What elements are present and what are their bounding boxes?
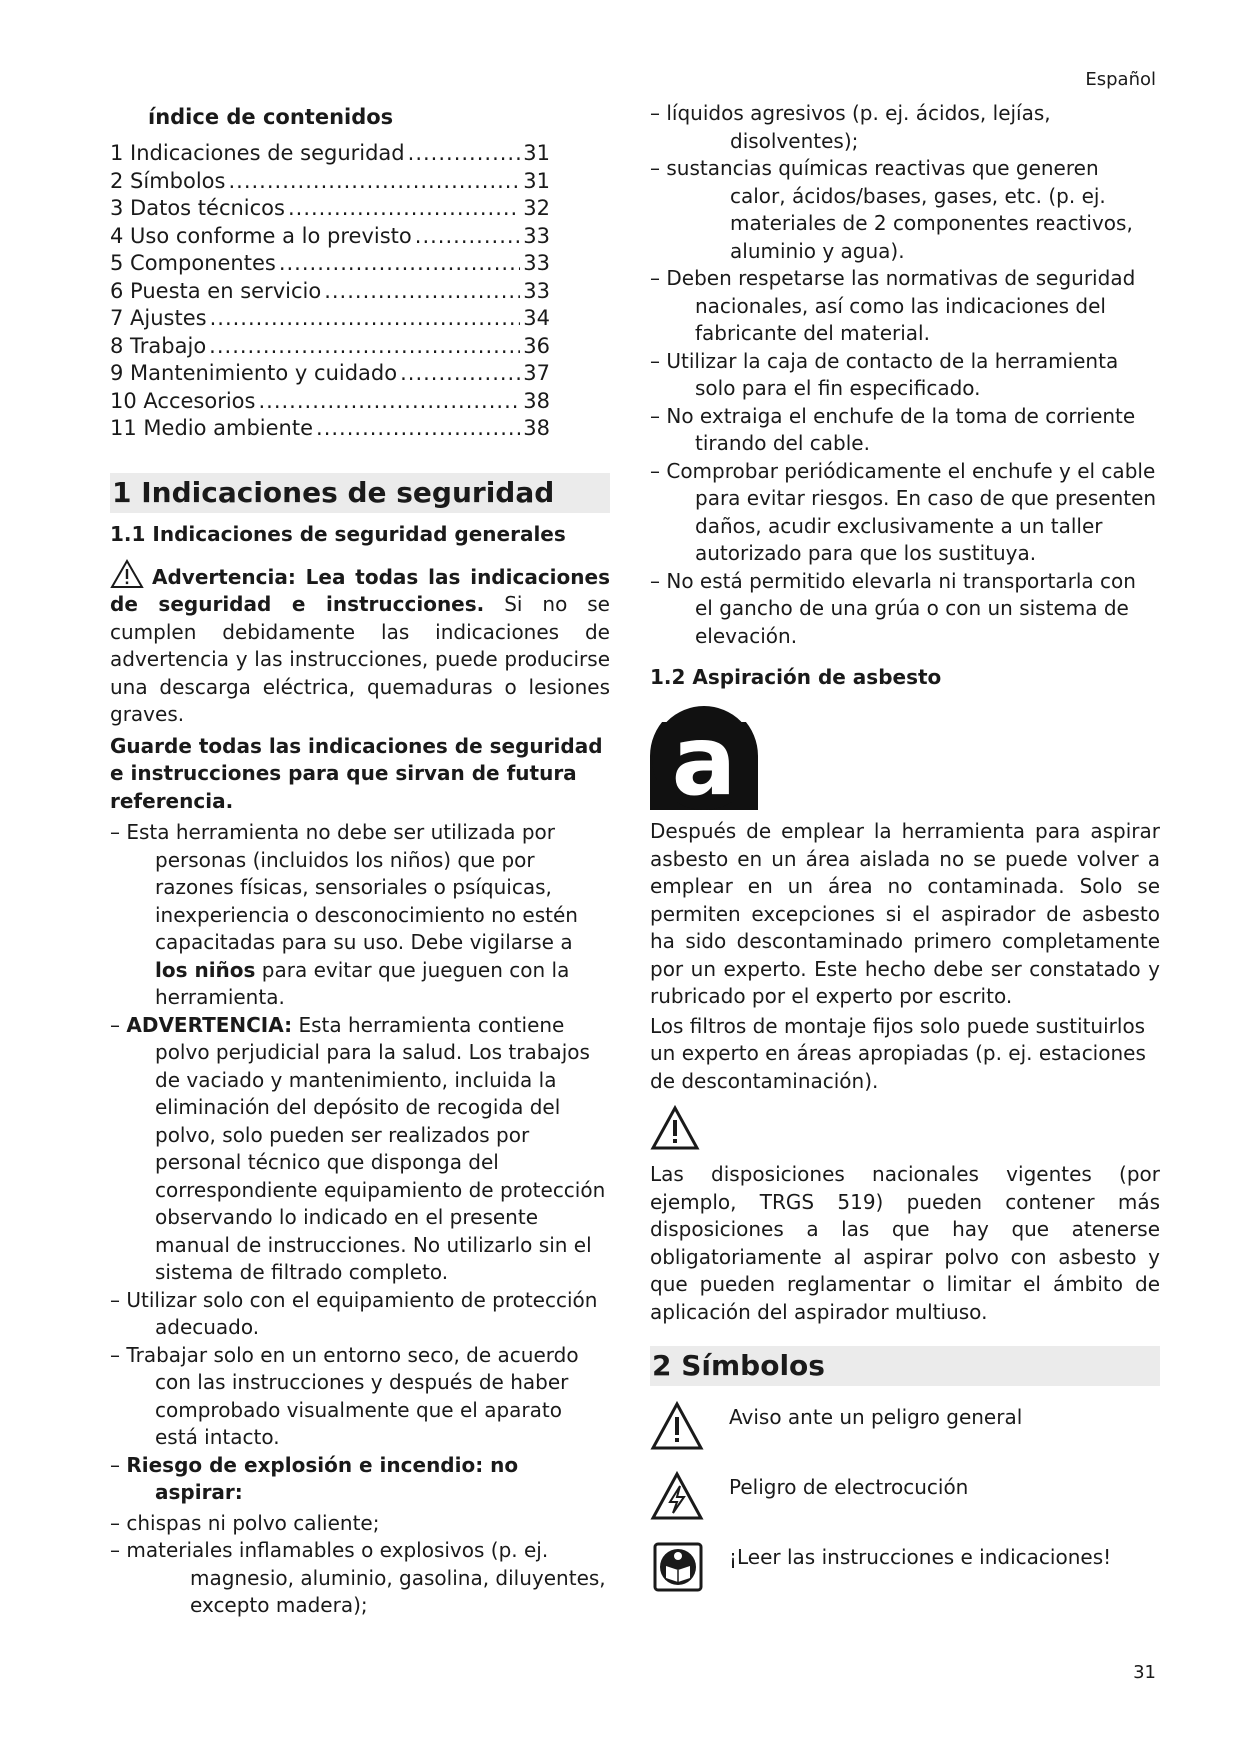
toc-item-label: Símbolos	[130, 168, 226, 193]
toc-item	[110, 140, 550, 168]
toc-item-page: 37	[523, 361, 550, 385]
asbestos-symbol-letter: a	[671, 705, 737, 810]
toc-item-leader	[210, 305, 521, 333]
toc-item-label: Indicaciones de seguridad	[130, 141, 405, 165]
list-item: – Comprobar periódicamente el enchufe y el cable para evitar riesgos. En caso de que presenten daños, acudir exclusivamente a un taller autorizado para que los sustituya.	[650, 458, 1157, 565]
symbol-row	[650, 1400, 1160, 1452]
toc-item-number: 10	[110, 388, 144, 413]
list-item: – ADVERTENCIA: Esta herramienta contiene polvo perjudicial para la salud. Los trabajos de vaciado y mantenimiento, incluida la eliminación del depósito de recogida del polvo, solo pueden ser realizados por personal técnico que disponga del correspondiente equipamiento de protección observando lo indicado en el presente manual de instrucciones. No utilizarlo sin el sistema de filtrado completo.	[110, 1012, 606, 1284]
toc-item-number: 1	[110, 141, 131, 165]
warning-text: Si no se cumplen debidamente las indicaciones de advertencia y las instrucciones, puede producirse una descarga eléctrica, quemaduras o lesiones graves.	[110, 592, 610, 726]
list-item-text: para evitar que jueguen con la herramienta.	[155, 957, 570, 1009]
list-item: – Trabajar solo en un entorno seco, de acuerdo con las instrucciones y después de haber comprobado visualmente que el aparato está intacto.	[110, 1342, 579, 1449]
list-item: – líquidos agresivos (p. ej. ácidos, lejías, disolventes);	[650, 101, 1051, 153]
toc-item-leader	[408, 140, 521, 168]
toc-item	[110, 195, 550, 223]
toc-item	[110, 388, 550, 416]
toc-item-page: 36	[523, 333, 550, 358]
toc-item	[110, 333, 550, 361]
toc-item-leader	[324, 278, 520, 306]
keep-instructions	[110, 733, 610, 816]
toc-item-number: 8	[110, 333, 131, 358]
toc-item-number: 4	[110, 223, 131, 248]
toc-item	[110, 168, 550, 196]
symbol-label: ¡Leer las instrucciones e indicaciones!	[729, 1545, 1112, 1569]
asbestos-paragraph-3: Las disposiciones nacionales vigentes (por ejemplo, TRGS 519) pueden contener más disposiciones a las que hay que atenerse obligatoriamente al aspirar polvo con asbesto y que pueden reglamentar o limitar el ámbito de aplicación del aspirador multiuso.	[650, 1162, 1160, 1324]
toc-item-label: Componentes	[130, 251, 276, 275]
section-1-2-heading: 1.2 Aspiración de asbesto	[650, 665, 942, 689]
asbestos-symbol-icon	[650, 702, 758, 810]
asbestos-paragraph-1: Después de emplear la herramienta para aspirar asbesto en un área aislada no se puede volver a emplear en un área no contaminada. Solo se permiten excepciones si el aspirador de asbesto ha sido descontaminado primero completamente por un experto. Este hecho debe ser constatado y rubricado por el experto por escrito.	[650, 819, 1160, 1008]
list-item: – Utilizar solo con el equipamiento de protección adecuado.	[110, 1287, 598, 1339]
toc-item-page: 33	[523, 251, 550, 275]
asbestos-paragraph-2: Los filtros de montaje fijos solo puede sustituirlos un experto en áreas apropiadas (p. ej. estaciones de descontaminación).	[650, 1013, 1146, 1093]
toc-item-number: 3	[110, 196, 131, 220]
safety-list-right	[650, 100, 1160, 650]
toc-item-label: Ajustes	[130, 306, 207, 330]
toc-item-leader	[415, 223, 521, 251]
toc-item-number: 11	[110, 416, 144, 440]
toc-item-leader	[279, 250, 520, 278]
toc-item-number: 2	[110, 168, 131, 193]
list-item-text: – Esta herramienta no debe ser utilizada por personas (incluidos los niños) que por razones físicas, sensoriales o psíquicas, inexperiencia o desconocimiento no estén capacitadas para su uso. Debe vigilarse a	[110, 820, 578, 954]
toc-item-number: 9	[110, 361, 131, 385]
list-item-text: Esta herramienta contiene polvo perjudicial para la salud. Los trabajos de vaciado y mantenimiento, incluida la eliminación del depósito de recogida del polvo, solo pueden ser realizados por personal técnico que disponga del correspondiente equipamiento de protección observando lo indicado en el presente manual de instrucciones. No utilizarlo sin el sistema de filtrado completo.	[155, 1012, 606, 1284]
toc-item-label: Uso conforme a lo previsto	[130, 223, 412, 248]
toc-item-page: 33	[523, 223, 550, 248]
toc-item	[110, 360, 550, 388]
toc-item-page: 38	[523, 388, 550, 413]
toc-item-leader	[400, 360, 520, 388]
header-language: Español	[1085, 69, 1156, 90]
toc-item-label: Medio ambiente	[143, 416, 314, 440]
toc-item-page: 32	[523, 196, 550, 220]
list-item	[110, 819, 610, 1012]
section-1-heading: 1 Indicaciones de seguridad	[110, 473, 610, 513]
toc-item-label: Puesta en servicio	[130, 278, 322, 303]
toc-item	[110, 278, 550, 306]
list-item: – Deben respetarse las normativas de seguridad nacionales, así como las indicaciones del fabricante del material.	[650, 266, 1136, 345]
symbol-row	[650, 1470, 1160, 1522]
warning-bold: Advertencia: Lea todas las indicaciones de seguridad e instrucciones.	[110, 564, 610, 616]
toc-item-page: 33	[523, 278, 550, 303]
list-item: – chispas ni polvo caliente;	[110, 1510, 380, 1535]
toc-item	[110, 305, 550, 333]
list-item: – sustancias químicas reactivas que generen calor, ácidos/bases, gases, etc. (p. ej. materiales de 2 componentes reactivos, aluminio y agua).	[650, 156, 1133, 263]
toc-item-label: Accesorios	[143, 388, 256, 413]
toc-item-page: 31	[523, 168, 550, 193]
toc-title: índice de contenidos	[148, 105, 394, 129]
toc-item-leader	[228, 168, 520, 196]
toc-item-page: 34	[523, 306, 550, 330]
table-of-contents	[110, 140, 550, 443]
section-1-1-heading: 1.1 Indicaciones de seguridad generales	[110, 521, 566, 546]
toc-item	[110, 250, 550, 278]
warning-triangle-icon	[650, 1400, 705, 1452]
read-manual-icon	[650, 1540, 705, 1592]
list-item: – No extraiga el enchufe de la toma de corriente tirando del cable.	[650, 403, 1136, 455]
keep-instructions-text: Guarde todas las indicaciones de seguridad e instrucciones para que sirvan de futura referencia.	[110, 733, 603, 813]
electric-shock-icon	[650, 1470, 705, 1522]
list-item: – materiales inflamables o explosivos (p. ej. magnesio, aluminio, gasolina, diluyentes, excepto madera);	[110, 1538, 606, 1617]
list-item: – Utilizar la caja de contacto de la herramienta solo para el fin especificado.	[650, 348, 1119, 400]
symbol-row	[650, 1540, 1160, 1592]
toc-item	[110, 223, 550, 251]
section-2-heading: 2 Símbolos	[650, 1346, 1160, 1386]
toc-item-number: 5	[110, 251, 131, 275]
toc-item-page: 38	[523, 416, 550, 440]
toc-item-label: Datos técnicos	[130, 196, 285, 220]
page-number: 31	[1133, 1662, 1156, 1683]
toc-item-number: 7	[110, 306, 131, 330]
left-column	[110, 100, 610, 1620]
toc-item-number: 6	[110, 278, 131, 303]
list-item: – No está permitido elevarla ni transportarla con el gancho de una grúa o con un sistema de elevación.	[650, 568, 1136, 648]
toc-item-leader	[258, 388, 520, 416]
right-column	[650, 100, 1160, 1610]
toc-item	[110, 415, 550, 443]
list-item-bold: Riesgo de explosión e incendio: no aspirar:	[126, 1452, 519, 1504]
list-item: – Riesgo de explosión e incendio: no aspirar:	[110, 1452, 519, 1504]
list-item-bold: ADVERTENCIA:	[126, 1012, 293, 1037]
general-warning-paragraph	[110, 559, 610, 729]
toc-item-label: Trabajo	[130, 333, 207, 358]
toc-item-leader	[316, 415, 520, 443]
safety-list-left	[110, 819, 610, 1620]
warning-triangle-icon	[110, 559, 144, 589]
toc-item-label: Mantenimiento y cuidado	[130, 361, 398, 385]
toc-item-leader	[288, 195, 520, 223]
symbol-label: Aviso ante un peligro general	[729, 1405, 1023, 1429]
symbol-label: Peligro de electrocución	[729, 1475, 969, 1499]
toc-item-leader	[209, 333, 520, 361]
warning-triangle-icon	[650, 1105, 700, 1151]
toc-item-page: 31	[523, 141, 550, 165]
list-item-bold: los niños	[155, 957, 256, 982]
